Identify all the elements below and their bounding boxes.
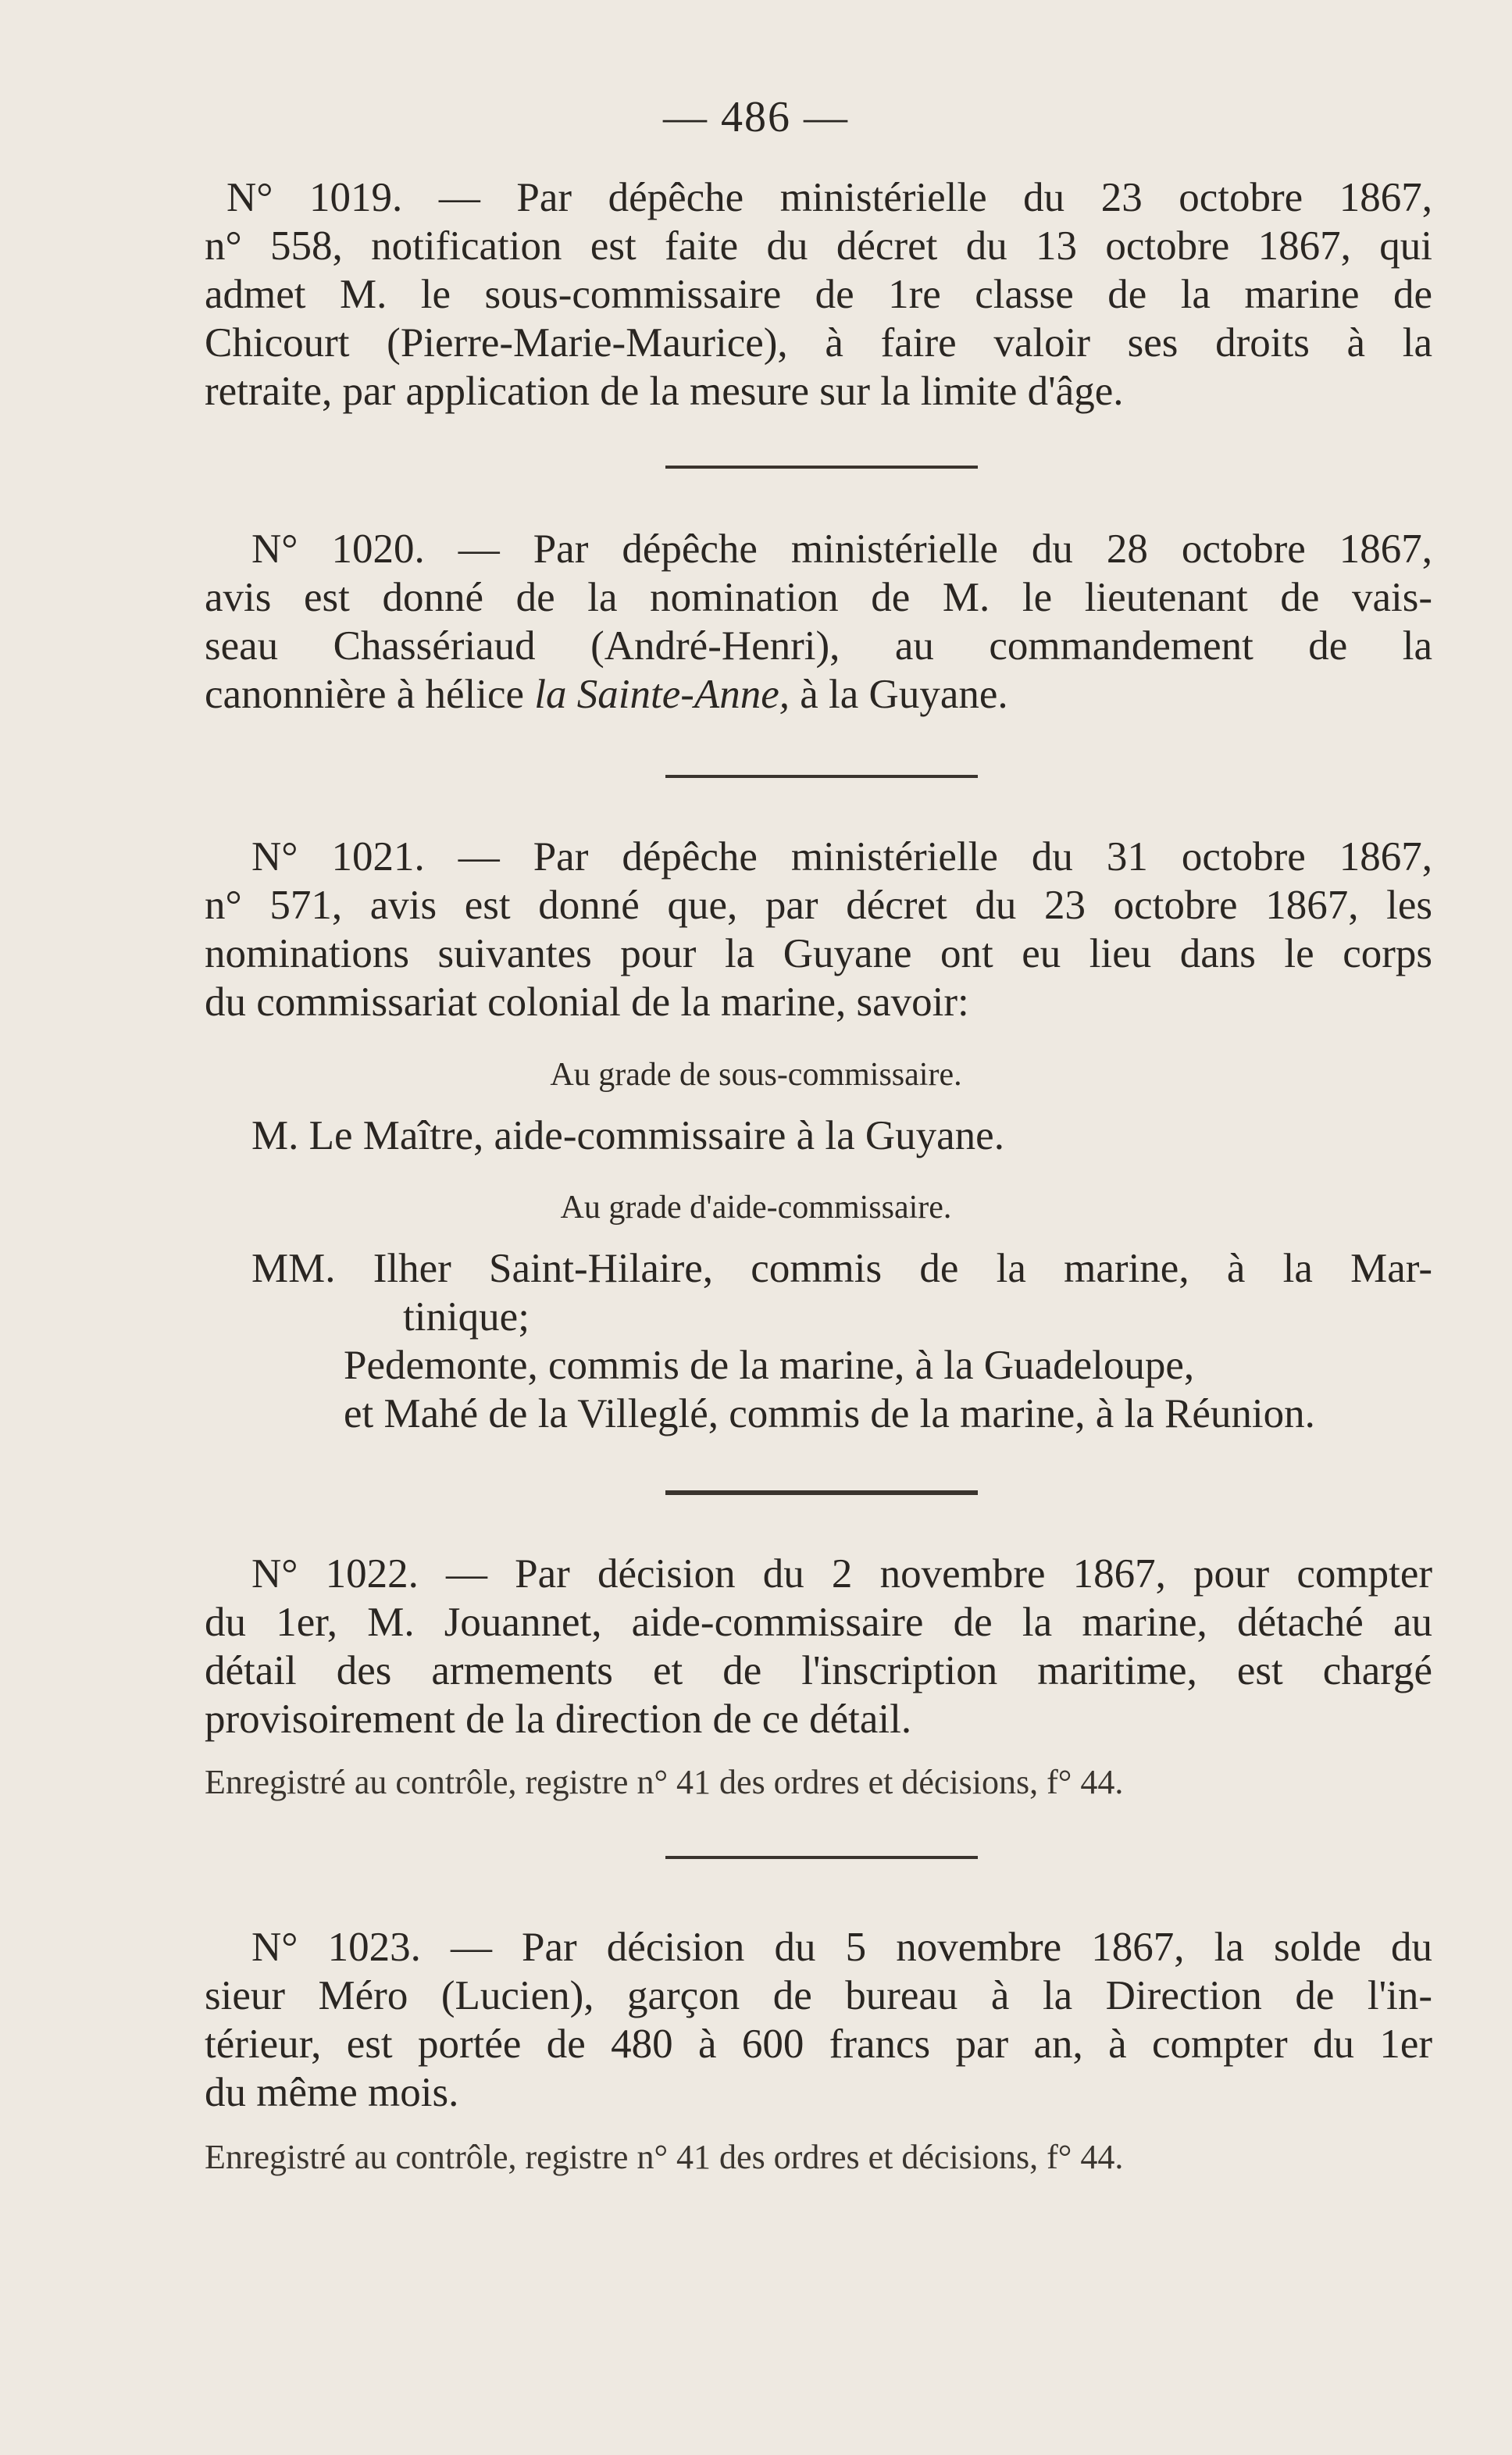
entry-line: détail des armements et de l'inscription maritime, est chargé	[205, 1648, 1432, 1693]
separator-rule	[665, 775, 978, 778]
entry-line: avis est donné de la nomination de M. le lieutenant de vais-	[205, 575, 1432, 620]
entry-1020	[205, 525, 1432, 719]
entry-line: du 1er, M. Jouannet, aide-commissaire de la marine, détaché au	[205, 1600, 1432, 1645]
grade-subheading: Au grade d'aide-commissaire.	[560, 1190, 952, 1226]
entry-line: du commissariat colonial de la marine, savoir:	[205, 980, 969, 1025]
entry-line: provisoirement de la direction de ce détail.	[205, 1697, 912, 1742]
entry-line: térieur, est portée de 480 à 600 francs par an, à compter du 1er	[205, 2021, 1432, 2067]
entry-1022	[205, 1550, 1432, 1743]
registration-note: Enregistré au contrôle, registre n° 41 des ordres et décisions, f° 44.	[205, 1763, 1124, 1801]
nomination-item: Pedemonte, commis de la marine, à la Guadeloupe,	[344, 1343, 1195, 1388]
entry-line: admet M. le sous-commissaire de 1re classe de la marine de	[205, 272, 1432, 317]
grade-subheading: Au grade de sous-commissaire.	[550, 1057, 962, 1093]
nomination-item: tinique;	[403, 1294, 530, 1340]
entry-line: N° 1019. — Par dépêche ministérielle du 23 octobre 1867,	[226, 175, 1432, 220]
separator-rule	[665, 466, 978, 469]
nomination-item: et Mahé de la Villeglé, commis de la marine, à la Réunion.	[344, 1391, 1315, 1436]
entry-line: seau Chassériaud (André-Henri), au commandement de la	[205, 623, 1432, 669]
entry-line-part: à la Guyane.	[790, 672, 1008, 717]
nomination-item: M. Le Maître, aide-commissaire à la Guyane.	[251, 1113, 1004, 1158]
entry-line: N° 1023. — Par décision du 5 novembre 1867, la solde du	[251, 1925, 1432, 1970]
entry-line: N° 1022. — Par décision du 2 novembre 1867, pour compter	[251, 1551, 1432, 1597]
entry-1019	[205, 173, 1432, 416]
entry-line: sieur Méro (Lucien), garçon de bureau à la Direction de l'in-	[205, 1973, 1432, 2018]
ship-name: la Sainte-Anne,	[534, 672, 790, 717]
entry-1021	[205, 833, 1432, 1026]
entry-1023	[205, 1923, 1432, 2117]
entry-line-part: canonnière à hélice	[205, 672, 535, 717]
entry-line: du même mois.	[205, 2070, 459, 2115]
nomination-item: MM. Ilher Saint-Hilaire, commis de la marine, à la Mar-	[251, 1246, 1432, 1291]
entry-line: N° 1020. — Par dépêche ministérielle du 28 octobre 1867,	[251, 526, 1432, 572]
separator-rule	[665, 1856, 978, 1859]
entry-line: n° 571, avis est donné que, par décret du 23 octobre 1867, les	[205, 883, 1432, 928]
entry-line: Chicourt (Pierre-Marie-Maurice), à faire valoir ses droits à la	[205, 320, 1432, 366]
entry-line: n° 558, notification est faite du décret du 13 octobre 1867, qui	[205, 223, 1432, 269]
entry-line: retraite, par application de la mesure sur la limite d'âge.	[205, 369, 1124, 414]
registration-note: Enregistré au contrôle, registre n° 41 des ordres et décisions, f° 44.	[205, 2138, 1124, 2176]
page-number: — 486 —	[663, 93, 849, 141]
separator-rule	[665, 1490, 978, 1495]
entry-line	[205, 670, 1432, 719]
entry-line: N° 1021. — Par dépêche ministérielle du 31 octobre 1867,	[251, 834, 1432, 880]
entry-line: nominations suivantes pour la Guyane ont eu lieu dans le corps	[205, 931, 1432, 976]
